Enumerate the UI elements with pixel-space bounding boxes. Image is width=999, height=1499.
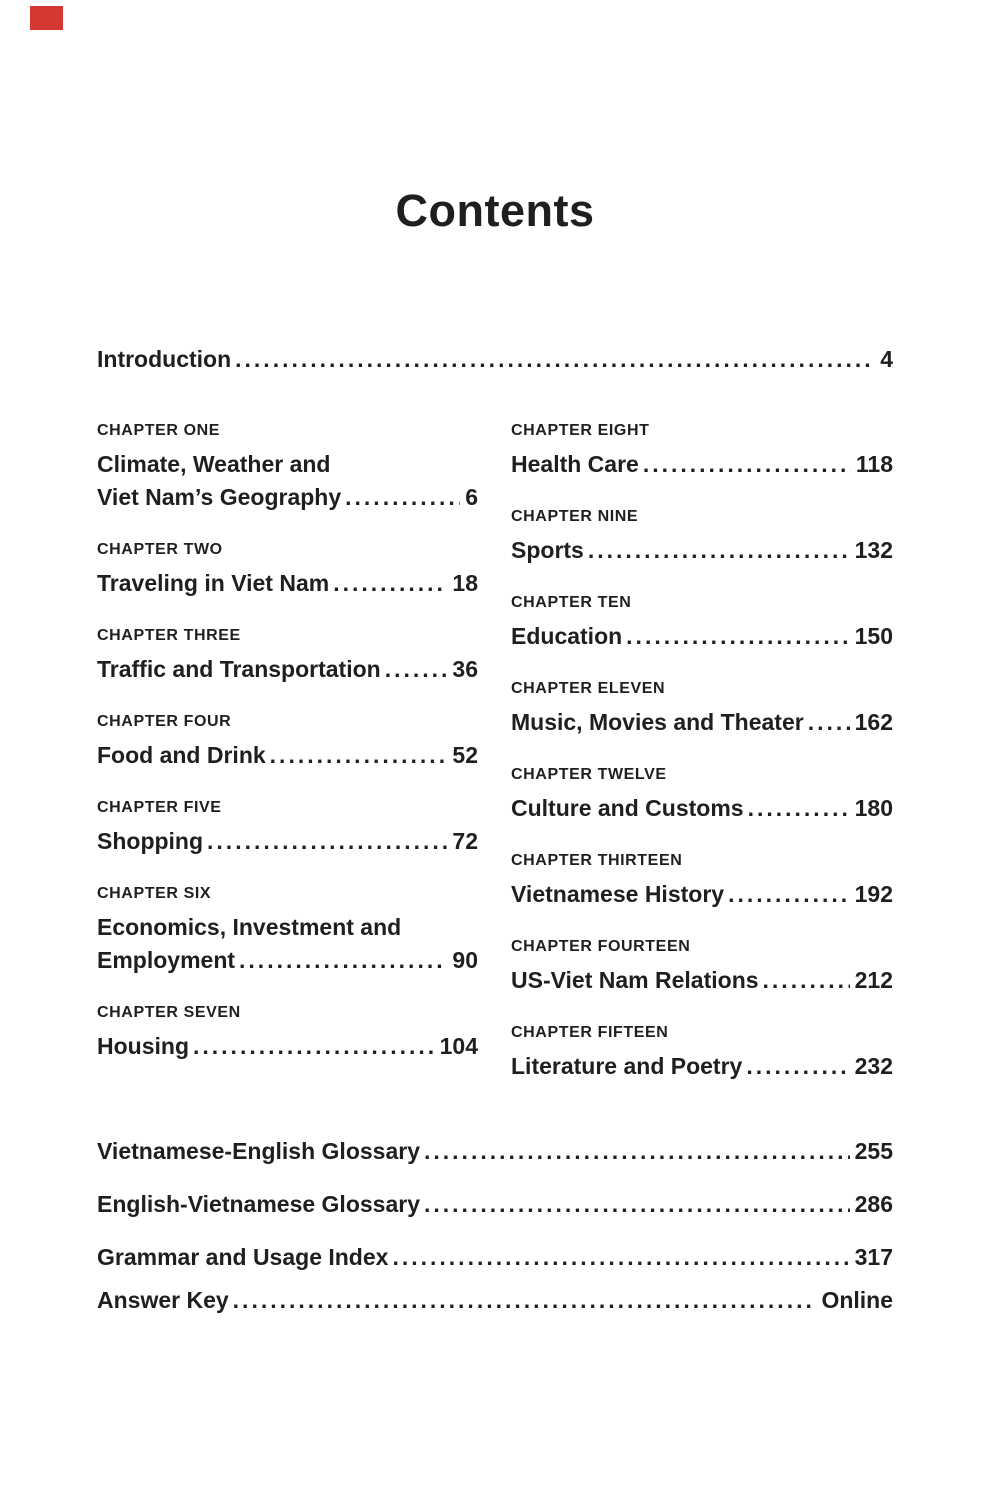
chapter-title: Employment — [97, 947, 236, 973]
chapter-page-number: 18 — [452, 570, 478, 596]
dot-leader — [233, 1287, 817, 1313]
chapters-right-column — [511, 422, 893, 1083]
dot-leader — [728, 878, 850, 911]
dot-leader — [333, 567, 447, 600]
chapter-entry — [511, 594, 893, 653]
dot-leader — [746, 1050, 849, 1083]
chapter-page-number: 118 — [855, 451, 893, 477]
chapter-page-number: 52 — [452, 742, 478, 768]
intro-entry — [97, 343, 893, 376]
chapter-page-number: 232 — [854, 1053, 893, 1079]
chapter-title-line: Economics, Investment and — [97, 914, 402, 940]
chapter-label: CHAPTER TEN — [511, 594, 632, 611]
dot-leader — [207, 825, 447, 858]
chapter-title: Housing — [97, 1033, 189, 1059]
chapter-title: Food and Drink — [97, 742, 266, 768]
chapters-left-column — [97, 422, 478, 1083]
back-matter-entry — [97, 1138, 893, 1164]
chapter-label: CHAPTER TWELVE — [511, 766, 667, 783]
chapter-title-row — [97, 944, 478, 977]
dot-leader — [424, 1138, 850, 1164]
back-matter-label: Vietnamese-English Glossary — [97, 1138, 420, 1164]
dot-leader — [270, 739, 448, 772]
dot-leader — [808, 706, 850, 739]
chapter-title: Literature and Poetry — [511, 1053, 743, 1079]
chapter-page-number: 132 — [854, 537, 893, 563]
chapter-label: CHAPTER SEVEN — [97, 1004, 241, 1021]
back-matter-entry — [97, 1191, 893, 1217]
chapter-entry — [97, 541, 478, 600]
chapter-entry — [511, 938, 893, 997]
chapter-page-number: 104 — [439, 1033, 478, 1059]
back-matter-page-number: 286 — [854, 1191, 893, 1217]
chapter-entry — [511, 766, 893, 825]
chapter-label: CHAPTER TWO — [97, 541, 223, 558]
page-title: Contents — [395, 185, 595, 236]
intro-page-number: 4 — [880, 346, 893, 372]
chapter-title: Health Care — [511, 451, 639, 477]
chapter-title-row — [97, 653, 478, 686]
chapter-page-number: 192 — [854, 881, 893, 907]
chapter-title-row — [97, 739, 478, 772]
chapter-title-row — [511, 792, 893, 825]
dot-leader — [643, 448, 851, 481]
back-matter-label: English-Vietnamese Glossary — [97, 1191, 420, 1217]
chapter-title: Viet Nam’s Geography — [97, 484, 342, 510]
chapter-columns — [97, 422, 893, 1083]
chapter-title: Vietnamese History — [511, 881, 725, 907]
chapter-entry — [511, 508, 893, 567]
dot-leader — [748, 792, 850, 825]
chapter-title: Culture and Customs — [511, 795, 744, 821]
chapter-entry — [97, 713, 478, 772]
chapter-title-row — [511, 878, 893, 911]
chapter-page-number: 36 — [452, 656, 478, 682]
chapter-entry — [97, 885, 478, 977]
dot-leader — [385, 653, 448, 686]
dot-leader — [424, 1191, 850, 1217]
dot-leader — [626, 620, 849, 653]
chapter-title-row — [511, 534, 893, 567]
chapter-entry — [97, 799, 478, 858]
chapter-title: US-Viet Nam Relations — [511, 967, 759, 993]
chapter-entry — [97, 1004, 478, 1063]
chapter-title-row — [97, 567, 478, 600]
chapter-title: Shopping — [97, 828, 204, 854]
chapter-title-row — [511, 964, 893, 997]
chapter-title-row — [511, 706, 893, 739]
back-matter-page-number: 255 — [854, 1138, 893, 1164]
dot-leader — [763, 964, 850, 997]
chapter-title: Traffic and Transportation — [97, 656, 381, 682]
back-matter-label: Grammar and Usage Index — [97, 1244, 389, 1270]
intro-label: Introduction — [97, 346, 232, 372]
chapter-entry — [511, 1024, 893, 1083]
chapter-label: CHAPTER FOUR — [97, 713, 232, 730]
chapter-label: CHAPTER FIFTEEN — [511, 1024, 669, 1041]
back-matter-entry — [97, 1244, 893, 1270]
back-matter — [97, 1138, 893, 1313]
back-matter-page-number: Online — [821, 1287, 893, 1313]
chapter-page-number: 90 — [452, 947, 478, 973]
back-matter-entry — [97, 1287, 893, 1313]
chapter-page-number: 72 — [452, 828, 478, 854]
chapter-title: Traveling in Viet Nam — [97, 570, 330, 596]
chapter-entry — [511, 852, 893, 911]
chapter-title-row — [511, 1050, 893, 1083]
chapter-page-number: 212 — [854, 967, 893, 993]
chapter-label: CHAPTER ELEVEN — [511, 680, 666, 697]
chapter-entry — [97, 627, 478, 686]
chapter-label: CHAPTER FIVE — [97, 799, 222, 816]
chapter-entry — [511, 680, 893, 739]
chapter-title: Music, Movies and Theater — [511, 709, 804, 735]
back-matter-page-number: 317 — [854, 1244, 893, 1270]
chapter-title-row — [511, 620, 893, 653]
dot-leader — [193, 1030, 435, 1063]
dot-leader — [239, 944, 447, 977]
red-registration-mark — [30, 6, 63, 30]
chapter-entry — [511, 422, 893, 481]
chapter-entry — [97, 422, 478, 514]
dot-leader — [235, 343, 875, 376]
chapter-label: CHAPTER THIRTEEN — [511, 852, 683, 869]
chapter-page-number: 6 — [465, 484, 478, 510]
dot-leader — [588, 534, 850, 567]
back-matter-label: Answer Key — [97, 1287, 229, 1313]
chapter-title: Sports — [511, 537, 584, 563]
chapter-page-number: 180 — [854, 795, 893, 821]
chapter-label: CHAPTER FOURTEEN — [511, 938, 691, 955]
chapter-title-row — [97, 825, 478, 858]
chapter-label: CHAPTER NINE — [511, 508, 639, 525]
dot-leader — [345, 481, 460, 514]
chapter-label: CHAPTER THREE — [97, 627, 241, 644]
chapter-label: CHAPTER SIX — [97, 885, 212, 902]
chapter-title-row — [97, 481, 478, 514]
dot-leader — [392, 1244, 849, 1270]
chapter-title: Education — [511, 623, 623, 649]
chapter-label: CHAPTER EIGHT — [511, 422, 650, 439]
chapter-label: CHAPTER ONE — [97, 422, 221, 439]
chapter-page-number: 150 — [854, 623, 893, 649]
chapter-title-row — [511, 448, 893, 481]
chapter-page-number: 162 — [854, 709, 893, 735]
chapter-title-row — [97, 1030, 478, 1063]
chapter-title-line: Climate, Weather and — [97, 451, 331, 477]
